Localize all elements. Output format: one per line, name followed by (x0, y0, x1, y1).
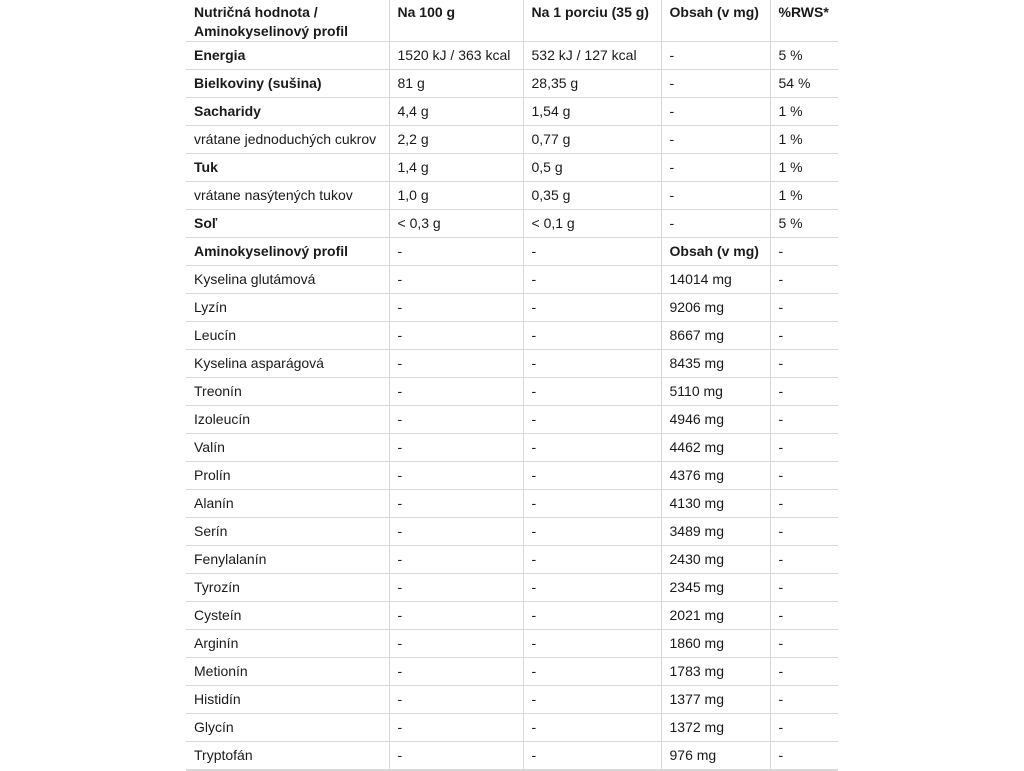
cell-content-mg: 8667 mg (661, 322, 770, 350)
table-row (186, 378, 838, 406)
cell-rws: 5 % (770, 42, 838, 70)
cell-nutrient: Fenylalanín (186, 546, 389, 574)
cell-rws: - (770, 294, 838, 322)
cell-nutrient: Energia (186, 42, 389, 70)
cell-per-100g: - (389, 266, 523, 294)
cell-rws: 54 % (770, 70, 838, 98)
table-row (186, 154, 838, 182)
cell-content-mg: 1372 mg (661, 714, 770, 742)
cell-content-mg: 4376 mg (661, 462, 770, 490)
table-row (186, 182, 838, 210)
cell-per-100g: 1520 kJ / 363 kcal (389, 42, 523, 70)
cell-nutrient: Sacharidy (186, 98, 389, 126)
cell-per-portion: - (523, 406, 661, 434)
cell-per-100g: - (389, 378, 523, 406)
cell-content-mg: 2430 mg (661, 546, 770, 574)
table-header (186, 0, 838, 42)
cell-nutrient: Arginín (186, 630, 389, 658)
cell-nutrient: Bielkoviny (sušina) (186, 70, 389, 98)
cell-content-mg: 3489 mg (661, 518, 770, 546)
cell-content-mg: 4462 mg (661, 434, 770, 462)
cell-rws: - (770, 434, 838, 462)
header-nutrient: Nutričná hodnota / Aminokyselinový profil (186, 0, 389, 42)
cell-rws: - (770, 490, 838, 518)
cell-per-100g: - (389, 630, 523, 658)
cell-nutrient: Leucín (186, 322, 389, 350)
cell-nutrient: Glycín (186, 714, 389, 742)
cell-per-portion: 532 kJ / 127 kcal (523, 42, 661, 70)
table-row (186, 574, 838, 602)
cell-per-portion: - (523, 546, 661, 574)
cell-content-mg: 976 mg (661, 742, 770, 771)
cell-content-mg: 9206 mg (661, 294, 770, 322)
cell-per-portion: - (523, 378, 661, 406)
cell-nutrient: Valín (186, 434, 389, 462)
table-row (186, 406, 838, 434)
cell-content-mg: 1783 mg (661, 658, 770, 686)
cell-nutrient: Kyselina glutámová (186, 266, 389, 294)
cell-per-100g: - (389, 462, 523, 490)
cell-per-100g: - (389, 322, 523, 350)
cell-content-mg: 4130 mg (661, 490, 770, 518)
cell-content-mg: - (661, 210, 770, 238)
cell-per-100g: - (389, 686, 523, 714)
cell-per-portion: - (523, 350, 661, 378)
table-row (186, 294, 838, 322)
table-row (186, 98, 838, 126)
cell-rws: - (770, 630, 838, 658)
table-row (186, 266, 838, 294)
cell-rws: - (770, 322, 838, 350)
table-row (186, 238, 838, 266)
cell-nutrient: Prolín (186, 462, 389, 490)
cell-rws: - (770, 546, 838, 574)
cell-nutrient: Aminokyselinový profil (186, 238, 389, 266)
cell-content-mg: Obsah (v mg) (661, 238, 770, 266)
cell-content-mg: 1860 mg (661, 630, 770, 658)
cell-per-portion: - (523, 658, 661, 686)
cell-content-mg: - (661, 126, 770, 154)
table-row (186, 602, 838, 630)
cell-per-100g: 1,0 g (389, 182, 523, 210)
cell-per-portion: - (523, 238, 661, 266)
cell-rws: - (770, 574, 838, 602)
cell-per-100g: - (389, 238, 523, 266)
table-row (186, 546, 838, 574)
cell-per-100g: - (389, 294, 523, 322)
table-row (186, 714, 838, 742)
cell-rws: - (770, 518, 838, 546)
cell-content-mg: 5110 mg (661, 378, 770, 406)
cell-per-portion: - (523, 574, 661, 602)
cell-per-portion: - (523, 518, 661, 546)
cell-per-100g: - (389, 406, 523, 434)
cell-content-mg: 14014 mg (661, 266, 770, 294)
cell-per-portion: < 0,1 g (523, 210, 661, 238)
cell-rws: - (770, 742, 838, 771)
cell-rws: 1 % (770, 98, 838, 126)
cell-per-portion: - (523, 294, 661, 322)
cell-content-mg: - (661, 182, 770, 210)
cell-per-100g: 1,4 g (389, 154, 523, 182)
cell-per-100g: - (389, 714, 523, 742)
table-row (186, 210, 838, 238)
cell-content-mg: - (661, 98, 770, 126)
cell-nutrient: Kyselina asparágová (186, 350, 389, 378)
cell-per-portion: - (523, 630, 661, 658)
cell-content-mg: 1377 mg (661, 686, 770, 714)
cell-per-100g: - (389, 490, 523, 518)
cell-nutrient: vrátane nasýtených tukov (186, 182, 389, 210)
nutrition-table-container (186, 0, 838, 771)
table-row (186, 126, 838, 154)
table-row (186, 350, 838, 378)
cell-content-mg: 2021 mg (661, 602, 770, 630)
cell-per-portion: - (523, 490, 661, 518)
cell-nutrient: Tuk (186, 154, 389, 182)
table-row (186, 742, 838, 771)
table-row (186, 490, 838, 518)
cell-rws: - (770, 602, 838, 630)
cell-per-portion: 0,35 g (523, 182, 661, 210)
cell-per-100g: - (389, 350, 523, 378)
cell-per-portion: - (523, 742, 661, 771)
cell-nutrient: Tyrozín (186, 574, 389, 602)
cell-rws: 1 % (770, 126, 838, 154)
cell-per-portion: - (523, 462, 661, 490)
cell-per-100g: - (389, 602, 523, 630)
table-row (186, 322, 838, 350)
cell-per-100g: - (389, 518, 523, 546)
cell-rws: 1 % (770, 154, 838, 182)
table-row (186, 518, 838, 546)
header-per-100g: Na 100 g (389, 0, 523, 42)
cell-rws: - (770, 686, 838, 714)
cell-nutrient: Tryptofán (186, 742, 389, 771)
cell-per-100g: - (389, 574, 523, 602)
cell-nutrient: Serín (186, 518, 389, 546)
cell-per-portion: - (523, 322, 661, 350)
cell-per-100g: 2,2 g (389, 126, 523, 154)
cell-rws: - (770, 350, 838, 378)
cell-per-100g: - (389, 742, 523, 771)
cell-rws: - (770, 714, 838, 742)
cell-rws: - (770, 462, 838, 490)
cell-rws: - (770, 238, 838, 266)
cell-content-mg: - (661, 42, 770, 70)
table-row (186, 686, 838, 714)
cell-rws: - (770, 378, 838, 406)
cell-per-100g: 81 g (389, 70, 523, 98)
nutrition-table (186, 0, 838, 771)
cell-rws: - (770, 658, 838, 686)
table-row (186, 434, 838, 462)
cell-nutrient: Metionín (186, 658, 389, 686)
cell-nutrient: Cysteín (186, 602, 389, 630)
cell-nutrient: Soľ (186, 210, 389, 238)
cell-nutrient: Izoleucín (186, 406, 389, 434)
cell-per-portion: - (523, 714, 661, 742)
cell-content-mg: 4946 mg (661, 406, 770, 434)
table-body (186, 42, 838, 771)
cell-per-100g: - (389, 546, 523, 574)
table-row (186, 658, 838, 686)
cell-content-mg: - (661, 154, 770, 182)
header-content-mg: Obsah (v mg) (661, 0, 770, 42)
cell-nutrient: Treonín (186, 378, 389, 406)
cell-per-100g: - (389, 434, 523, 462)
table-row (186, 462, 838, 490)
cell-per-100g: - (389, 658, 523, 686)
cell-per-portion: - (523, 266, 661, 294)
cell-rws: 5 % (770, 210, 838, 238)
cell-content-mg: 2345 mg (661, 574, 770, 602)
cell-per-portion: - (523, 602, 661, 630)
cell-per-portion: 0,5 g (523, 154, 661, 182)
cell-content-mg: - (661, 70, 770, 98)
cell-nutrient: Lyzín (186, 294, 389, 322)
cell-rws: - (770, 406, 838, 434)
header-rws: %RWS* (770, 0, 838, 42)
header-row (186, 0, 838, 42)
cell-per-100g: < 0,3 g (389, 210, 523, 238)
cell-nutrient: Histidín (186, 686, 389, 714)
cell-rws: - (770, 266, 838, 294)
cell-content-mg: 8435 mg (661, 350, 770, 378)
cell-per-portion: 28,35 g (523, 70, 661, 98)
cell-nutrient: Alanín (186, 490, 389, 518)
table-row (186, 630, 838, 658)
cell-per-100g: 4,4 g (389, 98, 523, 126)
cell-rws: 1 % (770, 182, 838, 210)
table-row (186, 42, 838, 70)
cell-per-portion: - (523, 686, 661, 714)
cell-per-portion: - (523, 434, 661, 462)
cell-per-portion: 1,54 g (523, 98, 661, 126)
header-per-portion: Na 1 porciu (35 g) (523, 0, 661, 42)
cell-per-portion: 0,77 g (523, 126, 661, 154)
table-row (186, 70, 838, 98)
cell-nutrient: vrátane jednoduchých cukrov (186, 126, 389, 154)
